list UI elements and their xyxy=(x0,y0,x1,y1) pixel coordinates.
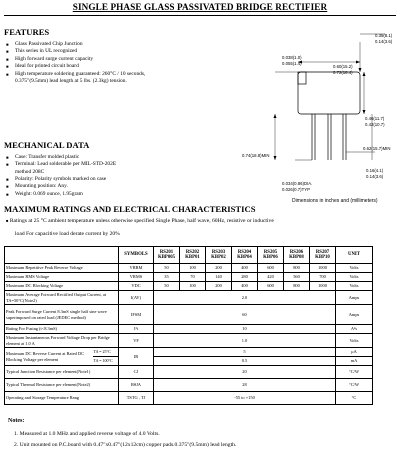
note-item: 2. Unit mounted on P.C.board with 0.47"x0.47"(12x12cm) copper pads.0.375"(9.5mm) lead length. xyxy=(14,442,237,448)
row-value: 5 xyxy=(154,348,336,357)
dim-label: 0.14(3.6) xyxy=(375,39,393,44)
row-value: 1000 xyxy=(310,264,336,273)
feature-item: ■ High temperature soldering guaranteed: 260°C / 10 seconds, xyxy=(6,71,206,78)
row-unit: °C/W xyxy=(336,379,373,392)
table-row xyxy=(5,291,373,305)
ratings-condition-text: Ratings at 25 °C ambient temperature unless otherwise specified Single Phase, half wave, 60Hz, resistive or inductive xyxy=(9,218,274,224)
row-param: Rating For Fusing (t<8.3mS) xyxy=(5,325,119,334)
dim-label: 0.038(1.0) xyxy=(282,55,302,60)
table-row xyxy=(5,366,373,379)
table-row xyxy=(5,334,373,348)
mechanical-heading: MECHANICAL DATA xyxy=(4,140,90,150)
row-value: 800 xyxy=(284,282,310,291)
part-header: RS207 KBP10 xyxy=(310,247,336,264)
row-value: 700 xyxy=(310,273,336,282)
row-symbol: IR xyxy=(119,348,154,366)
row-value: 100 xyxy=(180,264,206,273)
row-value: 20 xyxy=(154,366,336,379)
row-value: 200 xyxy=(206,282,232,291)
dim-label: 0.62(15.7)MIN xyxy=(363,146,391,151)
row-value: 0.5 xyxy=(154,357,336,366)
mechanical-list-2 xyxy=(6,176,206,198)
row-unit: Volts xyxy=(336,282,373,291)
row-value: 400 xyxy=(232,282,258,291)
row-unit: μA xyxy=(336,348,373,357)
row-param: Maximum RMS Voltage xyxy=(5,273,119,282)
row-param: Maximum Average Forward Rectified Output Current, at TA=50°C(Note2) xyxy=(5,291,119,305)
feature-item: ■ Glass Passivated Chip Junction xyxy=(6,41,206,48)
bullet-icon: ■ xyxy=(6,218,9,223)
row-unit: °C xyxy=(336,392,373,405)
row-value: 1.0 xyxy=(154,334,336,348)
mechanical-item: ■ Mounting position: Any. xyxy=(6,183,206,190)
row-symbol: VRRM xyxy=(119,264,154,273)
row-value: 1000 xyxy=(310,282,336,291)
row-unit: Volts xyxy=(336,264,373,273)
mechanical-item: ■ Terminal: Lead solderable per MIL-STD-202E xyxy=(6,161,206,168)
dim-label: 0.60(15.2) xyxy=(333,64,353,69)
part-header: RS204 KBP04 xyxy=(232,247,258,264)
table-row xyxy=(5,348,373,357)
ratings-condition-2: load For capacitive load derate current by 20% xyxy=(15,231,120,237)
mechanical-item: ■ Weight: 0.069 ounce, 1.95gram xyxy=(6,191,206,198)
table-row xyxy=(5,264,373,273)
part-header: RS206 KBP08 xyxy=(284,247,310,264)
dim-label: 0.42(10.7) xyxy=(365,122,385,127)
row-value: 560 xyxy=(284,273,310,282)
table-row xyxy=(5,273,373,282)
row-symbol: I²t xyxy=(119,325,154,334)
part-header: RS201 KBP005 xyxy=(154,247,180,264)
row-symbol: VRMS xyxy=(119,273,154,282)
row-unit: Volts xyxy=(336,334,373,348)
dim-label: 0.034(0.86)DIA. xyxy=(282,181,313,186)
row-value: 800 xyxy=(284,264,310,273)
feature-item: ■ This series in UL recognized xyxy=(6,48,206,55)
ratings-table xyxy=(4,246,373,405)
row-param: Peak Forward Surge Current 8.3mS single half sine wave superimposed on rated load (JEDEC method) xyxy=(5,305,119,325)
document-title: SINGLE PHASE GLASS PASSIVATED BRIDGE RECTIFIER xyxy=(72,2,328,12)
dim-label: 0.46(11.7) xyxy=(365,116,385,121)
row-value: 50 xyxy=(154,282,180,291)
row-symbol: I(AV) xyxy=(119,291,154,305)
row-condition: TA = 100°C xyxy=(93,357,119,366)
mechanical-item: ■ Polarity: Polarity symbols marked on case xyxy=(6,176,206,183)
package-outline-drawing xyxy=(235,32,395,190)
ratings-heading: MAXIMUM RATINGS AND ELECTRICAL CHARACTERISTICS xyxy=(4,204,256,214)
row-param: Maximum Instantaneous Forward Voltage Drop per Bridge element at 1.0 A xyxy=(5,334,119,348)
table-row xyxy=(5,305,373,325)
row-value: 140 xyxy=(206,273,232,282)
row-unit: Amps xyxy=(336,291,373,305)
row-value: 50 xyxy=(154,264,180,273)
table-header-row xyxy=(5,247,373,264)
header-rule xyxy=(4,15,396,16)
feature-item: ■ Ideal for printed circuit board xyxy=(6,63,206,70)
ratings-condition xyxy=(6,218,274,224)
table-row xyxy=(5,282,373,291)
mechanical-item: ■ Case: Transfer molded plastic xyxy=(6,154,206,161)
unit-header: UNIT xyxy=(336,247,373,264)
dim-label: 0.14(3.6) xyxy=(366,174,384,179)
dim-label: 0.16(4.1) xyxy=(366,168,384,173)
row-value: 70 xyxy=(180,273,206,282)
row-symbol: VDC xyxy=(119,282,154,291)
part-header: RS205 KBP06 xyxy=(258,247,284,264)
row-symbol: CJ xyxy=(119,366,154,379)
row-unit: °C/W xyxy=(336,366,373,379)
features-heading: FEATURES xyxy=(4,27,50,37)
part-header: RS202 KBP01 xyxy=(180,247,206,264)
row-value: 600 xyxy=(258,264,284,273)
package-body xyxy=(298,72,360,114)
row-value: 200 xyxy=(206,264,232,273)
table-row xyxy=(5,325,373,334)
row-value: 35 xyxy=(154,273,180,282)
row-value: 100 xyxy=(180,282,206,291)
row-value: 400 xyxy=(232,264,258,273)
row-symbol: TSTG , TJ xyxy=(119,392,154,405)
feature-item: ■ High forward surge current capacity xyxy=(6,56,206,63)
row-value: 2.0 xyxy=(154,291,336,305)
mechanical-list xyxy=(6,154,206,169)
row-param: Operating and Storage Temperature Rang xyxy=(5,392,119,405)
row-value: 420 xyxy=(258,273,284,282)
feature-continuation: 0.375"(9.5mm) lead length at 5 lbs. (2.3kg) tension. xyxy=(15,78,127,84)
row-symbol: RθJA xyxy=(119,379,154,392)
row-condition: TA = 25°C xyxy=(93,348,119,357)
dim-label: 0.74(18.8)MIN xyxy=(242,153,270,158)
features-list xyxy=(6,41,206,78)
row-param: Maximum DC Blocking Voltage xyxy=(5,282,119,291)
row-unit: A²s xyxy=(336,325,373,334)
row-symbol: VF xyxy=(119,334,154,348)
row-value: 60 xyxy=(154,305,336,325)
param-header xyxy=(5,247,119,264)
row-value: 10 xyxy=(154,325,336,334)
dim-label: 0.026(0.7)TYP xyxy=(282,187,310,192)
table-row xyxy=(5,379,373,392)
row-param: Typical Junction Resistance per element(Note1) xyxy=(5,366,119,379)
row-param: Typical Thermal Resistance per element(Note2) xyxy=(5,379,119,392)
notes-heading: Notes: xyxy=(8,418,25,424)
package-notch xyxy=(298,72,306,84)
mechanical-continuation: method 208C xyxy=(15,169,45,175)
row-param: Maximum Repetitive Peak Reverse Voltage xyxy=(5,264,119,273)
diagram-caption: Dimensions in inches and (millimeters) xyxy=(292,198,378,204)
table-row xyxy=(5,392,373,405)
part-header: RS203 KBP02 xyxy=(206,247,232,264)
dim-label: 0.72(18.4) xyxy=(333,70,353,75)
row-symbol: IFSM xyxy=(119,305,154,325)
row-value: 600 xyxy=(258,282,284,291)
dim-label: 0.35(8.1) xyxy=(375,33,393,38)
row-value: 28 xyxy=(154,379,336,392)
row-unit: mA xyxy=(336,357,373,366)
row-unit: Volts xyxy=(336,273,373,282)
row-value: 280 xyxy=(232,273,258,282)
dim-label: 0.055(1.4) xyxy=(282,61,302,66)
row-value: -55 to +150 xyxy=(154,392,336,405)
row-unit: Amps xyxy=(336,305,373,325)
note-item: 1. Measured at 1.0 MHz and applied reverse voltage of 4.0 Volts. xyxy=(14,431,160,437)
symbols-header: SYMBOLS xyxy=(119,247,154,264)
row-param: Maximum DC Reverse Current at Rated DC Blocking Voltage per element xyxy=(5,348,93,366)
